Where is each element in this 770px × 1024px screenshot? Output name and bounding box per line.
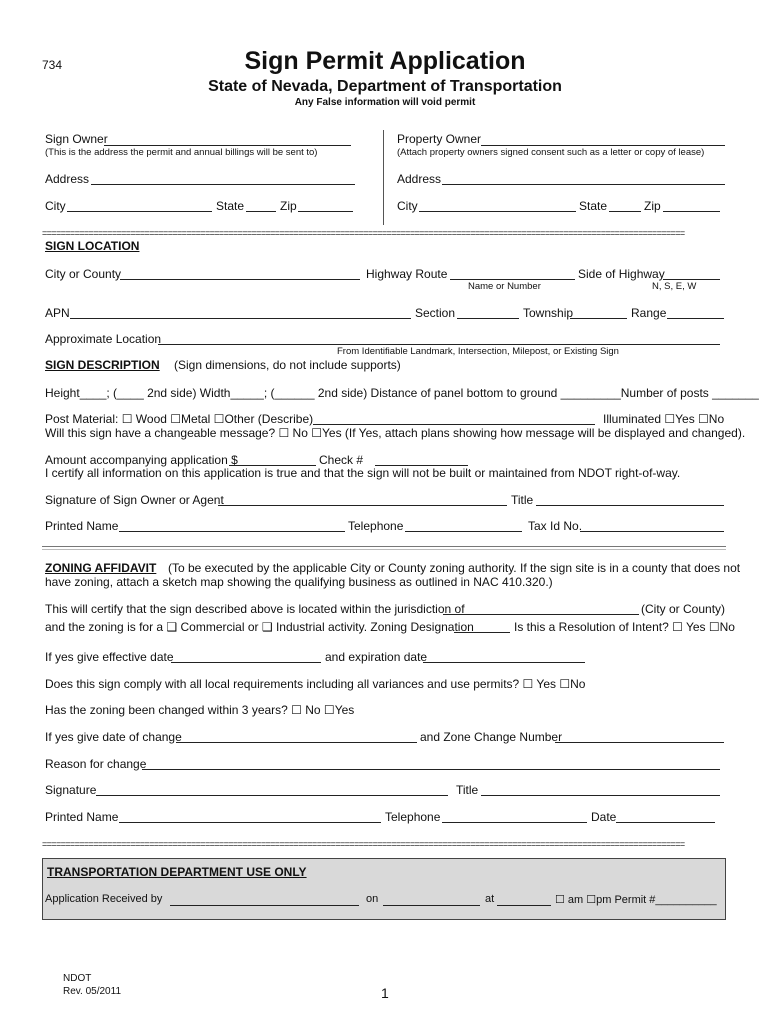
highway-route-label: Highway Route [366, 267, 448, 281]
zone-change-number-label: and Zone Change Number [420, 730, 563, 744]
owner-address-field[interactable] [91, 184, 355, 185]
expiration-date-label: and expiration date [325, 650, 428, 664]
sign-owner-field[interactable] [104, 145, 351, 146]
nsew-note: N, S, E, W [652, 281, 697, 292]
form-number: 734 [42, 58, 63, 72]
zone-change-number-field[interactable] [555, 742, 724, 743]
changeable-message-question[interactable]: Will this sign have a changeable message? ☐ No ☐Yes (If Yes, attach plans showing how message will be displayed and changed). [45, 426, 746, 440]
side-of-highway-label: Side of Highway [578, 267, 665, 281]
post-material-label[interactable]: Post Material: ☐ Wood ☐Metal ☐Other (Describe) [45, 412, 314, 426]
property-address-field[interactable] [442, 184, 725, 185]
owner-city-field[interactable] [67, 211, 212, 212]
zoning-date-field[interactable] [616, 822, 715, 823]
sign-owner-note: (This is the address the permit and annual billings will be sent to) [45, 147, 318, 158]
expiration-date-field[interactable] [423, 662, 585, 663]
property-city-label: City [397, 199, 418, 213]
section-field[interactable] [457, 318, 519, 319]
zoning-intro-line-1: (To be executed by the applicable City or County zoning authority. If the sign site is in a county that does not [168, 561, 741, 575]
owner-title-label: Title [511, 493, 534, 507]
transport-heading: TRANSPORTATION DEPARTMENT USE ONLY [47, 865, 307, 879]
effective-date-field[interactable] [171, 662, 321, 663]
zoning-title-label: Title [456, 783, 479, 797]
approx-location-note: From Identifiable Landmark, Intersection, Milepost, or Existing Sign [337, 346, 619, 357]
jurisdiction-field[interactable] [443, 614, 639, 615]
jurisdiction-statement: This will certify that the sign described above is located within the jurisdiction of [45, 602, 465, 616]
page-title: Sign Permit Application [244, 47, 526, 75]
zoning-intro-line-2: have zoning, attach a sketch map showing the qualifying business as outlined in NAC 410.320.) [45, 575, 553, 589]
zoning-designation-field[interactable] [454, 632, 510, 633]
owner-zip-label: Zip [280, 199, 297, 213]
township-label: Township [523, 306, 574, 320]
owner-signature-label: Signature of Sign Owner or Agent [45, 493, 224, 507]
owner-title-field[interactable] [536, 505, 724, 506]
zoning-printed-name-field[interactable] [119, 822, 381, 823]
section-label: Section [415, 306, 456, 320]
post-material-describe-field[interactable] [313, 424, 595, 425]
zoning-signature-field[interactable] [96, 795, 448, 796]
name-or-number-note: Name or Number [468, 281, 541, 292]
owner-address-label: Address [45, 172, 90, 186]
effective-date-label: If yes give effective date [45, 650, 174, 664]
property-owner-note: (Attach property owners signed consent such as a letter or copy of lease) [397, 147, 705, 158]
zoning-title-field[interactable] [481, 795, 720, 796]
telephone-field[interactable] [405, 531, 522, 532]
sign-owner-label: Sign Owner [45, 132, 108, 146]
zoning-telephone-field[interactable] [442, 822, 587, 823]
zoning-changed-question[interactable]: Has the zoning been changed within 3 years? ☐ No ☐Yes [45, 703, 355, 717]
owner-signature-field[interactable] [218, 505, 507, 506]
owner-city-label: City [45, 199, 66, 213]
printed-name-label: Printed Name [45, 519, 119, 533]
reason-for-change-field[interactable] [142, 769, 720, 770]
check-label: Check # [319, 453, 364, 467]
page-subtitle: State of Nevada, Department of Transportation [208, 78, 562, 95]
property-address-label: Address [397, 172, 442, 186]
printed-name-field[interactable] [119, 531, 345, 532]
comply-question[interactable]: Does this sign comply with all local requirements including all variances and use permits? ☐ Yes ☐No [45, 677, 586, 691]
property-owner-label: Property Owner [397, 132, 482, 146]
tax-id-field[interactable] [580, 531, 724, 532]
property-state-label: State [579, 199, 608, 213]
apn-label: APN [45, 306, 70, 320]
city-county-field[interactable] [120, 279, 360, 280]
reason-for-change-label: Reason for change [45, 757, 147, 771]
property-state-field[interactable] [609, 211, 641, 212]
amount-label: Amount accompanying application $ [45, 453, 238, 467]
owner-state-field[interactable] [246, 211, 276, 212]
sign-location-heading: SIGN LOCATION [45, 239, 140, 253]
property-zip-label: Zip [644, 199, 661, 213]
received-by-field[interactable] [170, 905, 359, 906]
received-on-label: on [366, 893, 379, 905]
certify-statement: I certify all information on this application is true and that the sign will not be built or maintained from NDOT right-of-way. [45, 466, 681, 480]
resolution-of-intent-question[interactable]: Is this a Resolution of Intent? ☐ Yes ☐No [514, 620, 735, 634]
property-city-field[interactable] [419, 211, 576, 212]
range-field[interactable] [667, 318, 724, 319]
column-divider [383, 130, 384, 225]
sign-description-note: (Sign dimensions, do not include supports) [174, 358, 401, 372]
approx-location-field[interactable] [158, 344, 720, 345]
zoning-affidavit-heading: ZONING AFFIDAVIT [45, 561, 157, 575]
city-or-county-note: (City or County) [641, 602, 726, 616]
zoning-printed-name-label: Printed Name [45, 810, 119, 824]
zoning-date-label: Date [591, 810, 617, 824]
approx-location-label: Approximate Location [45, 332, 162, 346]
tax-id-label: Tax Id No. [528, 519, 583, 533]
highway-route-field[interactable] [450, 279, 575, 280]
range-label: Range [631, 306, 667, 320]
am-pm-permit-line[interactable]: ☐ am ☐pm Permit #__________ [555, 894, 717, 906]
owner-zip-field[interactable] [298, 211, 353, 212]
received-by-label: Application Received by [45, 893, 163, 905]
telephone-label: Telephone [348, 519, 404, 533]
date-of-change-label: If yes give date of change [45, 730, 182, 744]
illuminated-option[interactable]: Illuminated ☐Yes ☐No [603, 412, 725, 426]
owner-state-label: State [216, 199, 245, 213]
city-county-label: City or County [45, 267, 122, 281]
township-field[interactable] [570, 318, 627, 319]
received-at-field[interactable] [497, 905, 551, 906]
property-zip-field[interactable] [663, 211, 720, 212]
apn-field[interactable] [70, 318, 411, 319]
page-number: 1 [381, 985, 389, 1001]
side-of-highway-field[interactable] [663, 279, 720, 280]
section-rule [42, 546, 726, 550]
date-of-change-field[interactable] [176, 742, 417, 743]
transport-dept-box [42, 858, 726, 920]
section-divider: ========================================================================================================================================== [42, 228, 685, 238]
dimensions-line[interactable]: Height____; (____ 2nd side) Width_____; (______ 2nd side) Distance of panel bottom to ground _________Number of posts _______ [45, 386, 759, 400]
received-at-label: at [485, 893, 495, 905]
zoning-telephone-label: Telephone [385, 810, 441, 824]
received-on-field[interactable] [383, 905, 480, 906]
property-owner-field[interactable] [481, 145, 725, 146]
sign-description-heading: SIGN DESCRIPTION [45, 358, 160, 372]
zoning-activity-line[interactable]: and the zoning is for a ❑ Commercial or ❑ Industrial activity. Zoning Designation [45, 620, 474, 634]
footer-revision: Rev. 05/2011 [63, 986, 122, 997]
false-info-warning: Any False information will void permit [294, 97, 476, 108]
footer-org: NDOT [63, 973, 92, 984]
zoning-signature-label: Signature [45, 783, 97, 797]
section-divider-2: ========================================================================================================================================== [42, 839, 685, 849]
